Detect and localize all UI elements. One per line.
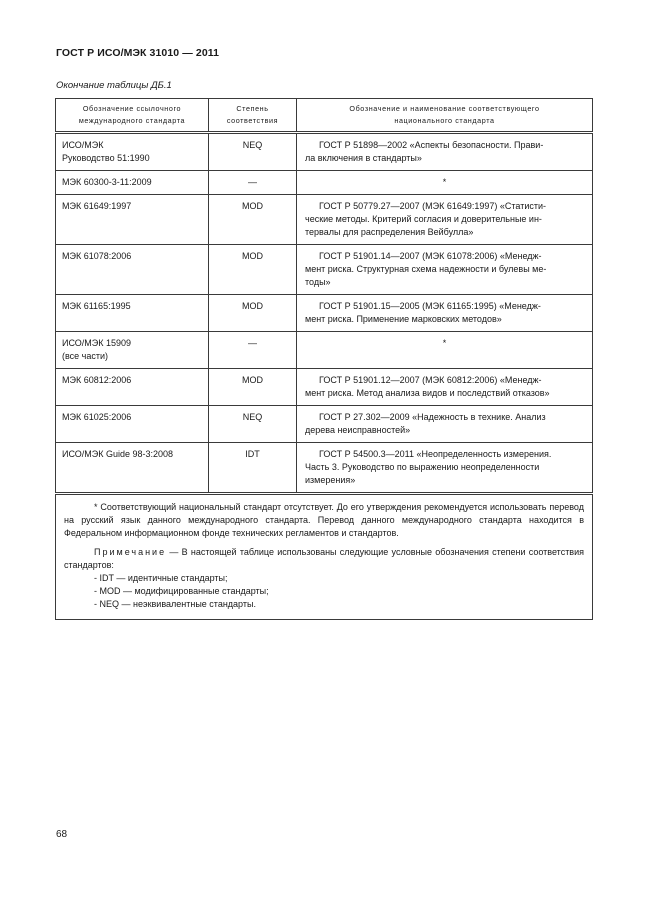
notes-row: [56, 494, 593, 620]
national-line: мент риска. Применение марковских методов»: [305, 314, 502, 324]
national-text: ГОСТ Р 51901.12—2007 (МЭК 60812:2006) «Менедж-: [319, 375, 542, 385]
national-standard-cell: *: [297, 332, 593, 369]
note-list-item: - NEQ — неэквивалентные стандарты.: [94, 599, 256, 609]
degree-cell: NEQ: [209, 406, 297, 443]
degree-cell: MOD: [209, 295, 297, 332]
national-standard-cell: [297, 443, 593, 494]
intl-standard-cell: [56, 245, 209, 295]
table-row: [56, 171, 593, 195]
degree-cell: MOD: [209, 245, 297, 295]
table-row: [56, 332, 593, 369]
note-list-item: - IDT — идентичные стандарты;: [94, 573, 228, 583]
intl-standard-cell: [56, 332, 209, 369]
degree-cell: —: [209, 171, 297, 195]
column-header-degree: [209, 99, 297, 133]
header-line: Обозначение и наименование соответствующего: [349, 104, 540, 113]
table-row: [56, 369, 593, 406]
note-paragraph: [64, 546, 584, 572]
intl-line: Руководство 51:1990: [62, 153, 150, 163]
column-header-national: [297, 99, 593, 133]
table-row: [56, 295, 593, 332]
intl-standard-cell: [56, 133, 209, 171]
header-line: Степень: [236, 104, 269, 113]
table-header-row: [56, 99, 593, 133]
national-text: ГОСТ Р 27.302—2009 «Надежность в технике. Анализ: [319, 412, 546, 422]
intl-line: (все части): [62, 351, 109, 361]
table-row: [56, 245, 593, 295]
national-text: ГОСТ Р 54500.3—2011 «Неопределенность измерения.: [319, 449, 552, 459]
note-label: Примечание: [94, 547, 167, 557]
header-line: международного стандарта: [78, 116, 186, 125]
header-line: Обозначение ссылочного: [82, 104, 182, 113]
table-row: [56, 406, 593, 443]
national-line: ческие методы. Критерий согласия и доверительные ин-: [305, 214, 542, 224]
national-line: [305, 448, 584, 461]
notes-cell: [56, 494, 593, 620]
degree-cell: MOD: [209, 195, 297, 245]
intl-standard-cell: [56, 369, 209, 406]
national-standard-cell: [297, 295, 593, 332]
national-standard-cell: [297, 406, 593, 443]
national-line: [305, 139, 584, 152]
note-text: — В настоящей таблице использованы следующие условные обозначения степени соответствия стандартов:: [64, 547, 584, 570]
national-line: тоды»: [305, 277, 331, 287]
degree-cell: MOD: [209, 369, 297, 406]
national-standard-cell: [297, 133, 593, 171]
table-row: [56, 443, 593, 494]
intl-standard-cell: [56, 171, 209, 195]
national-text: ГОСТ Р 51901.14—2007 (МЭК 61078:2006) «Менедж-: [319, 251, 542, 261]
intl-line: МЭК 61649:1997: [62, 201, 132, 211]
intl-line: МЭК 61165:1995: [62, 301, 131, 311]
national-line: [305, 250, 584, 263]
intl-standard-cell: [56, 406, 209, 443]
national-text: ГОСТ Р 50779.27—2007 (МЭК 61649:1997) «Статисти-: [319, 201, 547, 211]
national-line: [305, 300, 584, 313]
table-row: [56, 195, 593, 245]
standards-correspondence-table: [55, 98, 593, 620]
national-line: мент риска. Структурная схема надежности и булевы ме-: [305, 264, 547, 274]
national-standard-cell: [297, 195, 593, 245]
national-line: дерева неисправностей»: [305, 425, 411, 435]
degree-cell: IDT: [209, 443, 297, 494]
page-number: 68: [56, 829, 68, 840]
intl-line: ИСО/МЭК 15909: [62, 338, 132, 348]
national-line: Часть 3. Руководство по выражению неопределенности: [305, 462, 540, 472]
national-line: тервалы для распределения Вейбулла»: [305, 227, 474, 237]
intl-line: МЭК 60300-3-11:2009: [62, 177, 152, 187]
national-standard-cell: [297, 369, 593, 406]
intl-line: МЭК 61025:2006: [62, 412, 132, 422]
national-text: ГОСТ Р 51898—2002 «Аспекты безопасности. Прави-: [319, 140, 544, 150]
header-line: национального стандарта: [394, 116, 495, 125]
national-standard-cell: [297, 245, 593, 295]
intl-line: МЭК 61078:2006: [62, 251, 132, 261]
national-standard-cell: *: [297, 171, 593, 195]
footnote-text: * Соответствующий национальный стандарт отсутствует. До его утверждения рекомендуется использовать перевод на русский язык данного международного стандарта. Перевод данного международного стандарта находится в Федеральном информационном фонде технических регламентов и стандартов.: [64, 502, 584, 538]
column-header-intl: [56, 99, 209, 133]
national-line: [305, 200, 584, 213]
national-line: ла включения в стандарты»: [305, 153, 422, 163]
national-text: ГОСТ Р 51901.15—2005 (МЭК 61165:1995) «Менедж-: [319, 301, 541, 311]
note-list-item: - MOD — модифицированные стандарты;: [94, 586, 269, 596]
intl-line: ИСО/МЭК Guide 98-3:2008: [62, 449, 174, 459]
national-line: измерения»: [305, 475, 356, 485]
degree-cell: —: [209, 332, 297, 369]
page-header-title: ГОСТ Р ИСО/МЭК 31010 — 2011: [56, 47, 220, 59]
intl-line: МЭК 60812:2006: [62, 375, 132, 385]
table-caption: Окончание таблицы ДБ.1: [56, 80, 172, 91]
intl-standard-cell: [56, 443, 209, 494]
intl-standard-cell: [56, 295, 209, 332]
national-line: мент риска. Метод анализа видов и последствий отказов»: [305, 388, 550, 398]
intl-standard-cell: [56, 195, 209, 245]
header-line: соответствия: [226, 116, 279, 125]
degree-cell: NEQ: [209, 133, 297, 171]
table-row: [56, 133, 593, 171]
national-line: [305, 411, 584, 424]
intl-line: ИСО/МЭК: [62, 140, 104, 150]
national-line: [305, 374, 584, 387]
